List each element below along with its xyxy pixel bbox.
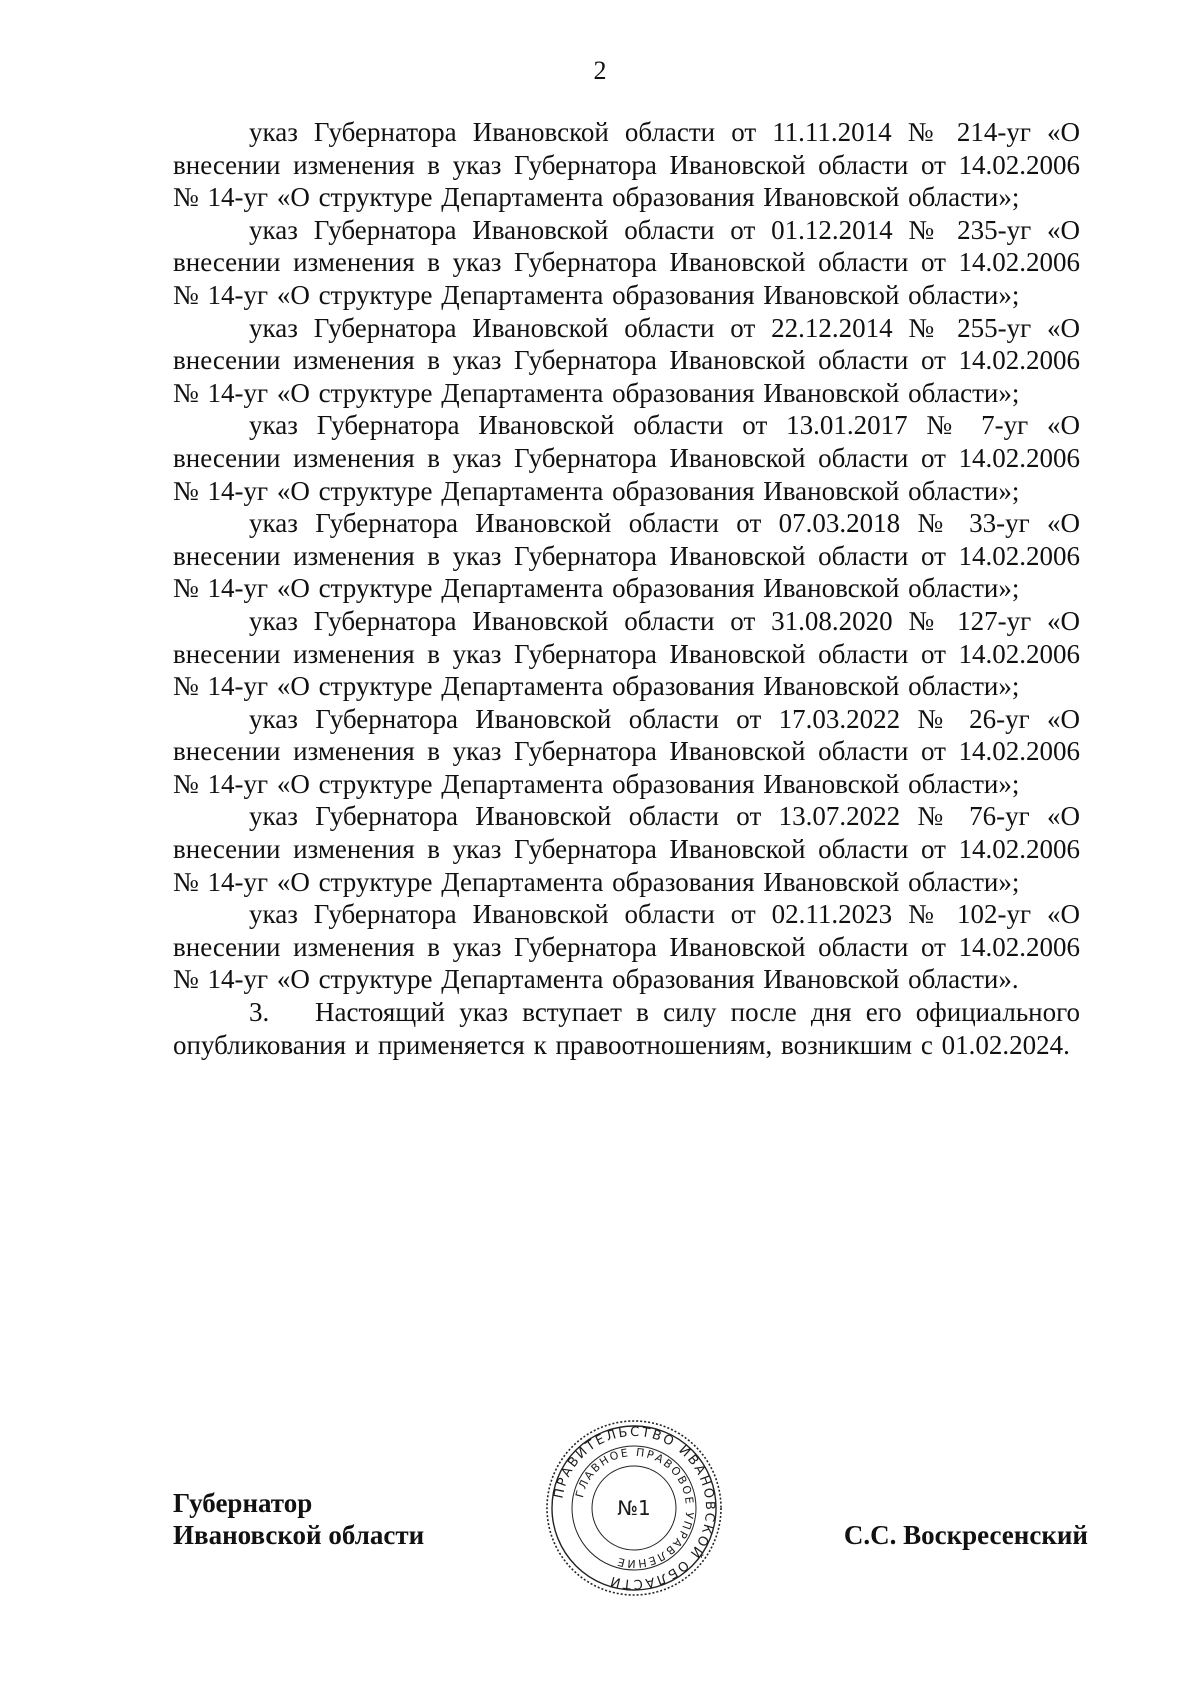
document-body bbox=[173, 116, 1080, 1061]
signatory-title-line1: Губернатор bbox=[173, 1488, 313, 1518]
decree-item-5: указ Губернатора Ивановской области от 07.03.2018 № 33-уг «О внесении изменения в указ Губернатора Ивановской области от 14.02.2006 № 14-уг «О структуре Департамента образования Ивановской области»; bbox=[173, 508, 1080, 604]
signatory-title bbox=[173, 1487, 424, 1551]
clause-3-text: Настоящий указ вступает в силу после дня его официального опубликования и применяется к правоотношениям, возникшим с 01.02.2024. bbox=[173, 997, 1080, 1060]
clause-3-number: 3. bbox=[249, 997, 270, 1028]
seal-outer-text: ПРАВИТЕЛЬСТВО ИВАНОВСКОЙ ОБЛАСТИ bbox=[551, 1424, 718, 1592]
decree-item-6: указ Губернатора Ивановской области от 31.08.2020 № 127-уг «О внесении изменения в указ Губернатора Ивановской области от 14.02.2006 № 14-уг «О структуре Департамента образования Ивановской области»; bbox=[173, 605, 1080, 702]
clause-3 bbox=[173, 996, 1080, 1061]
decree-item-3: указ Губернатора Ивановской области от 22.12.2014 № 255-уг «О внесении изменения в указ Губернатора Ивановской области от 14.02.2006 № 14-уг «О структуре Департамента образования Ивановской области»; bbox=[173, 312, 1080, 408]
decree-item-1: указ Губернатора Ивановской области от 11.11.2014 № 214-уг «О внесении изменения в указ Губернатора Ивановской области от 14.02.2006 № 14-уг «О структуре Департамента образования Ивановской области»; bbox=[173, 117, 1080, 213]
decree-item-9: указ Губернатора Ивановской области от 02.11.2023 № 102-уг «О внесении изменения в указ Губернатора Ивановской области от 14.02.2006 № 14-уг «О структуре Департамента образования Ивановской области». bbox=[173, 899, 1080, 995]
page-number: 2 bbox=[593, 56, 607, 85]
decree-item-7: указ Губернатора Ивановской области от 17.03.2022 № 26-уг «О внесении изменения в указ Губернатора Ивановской области от 14.02.2006 № 14-уг «О структуре Департамента образования Ивановской области»; bbox=[173, 703, 1080, 799]
signatory-title-line2: Ивановской области bbox=[173, 1520, 425, 1550]
decree-item-8: указ Губернатора Ивановской области от 13.07.2022 № 76-уг «О внесении изменения в указ Губернатора Ивановской области от 14.02.2006 № 14-уг «О структуре Департамента образования Ивановской области»; bbox=[173, 801, 1080, 897]
seal-center-text: №1 bbox=[617, 1496, 651, 1520]
decree-item-2: указ Губернатора Ивановской области от 01.12.2014 № 235-уг «О внесении изменения в указ Губернатора Ивановской области от 14.02.2006 № 14-уг «О структуре Департамента образования Ивановской области»; bbox=[173, 214, 1080, 310]
signatory-name: С.С. Воскресенский bbox=[843, 1520, 1088, 1550]
official-seal bbox=[544, 1418, 724, 1598]
seal-inner-text: ГЛАВНОЕ ПРАВОВОЕ УПРАВЛЕНИЕ bbox=[573, 1445, 697, 1571]
decree-item-4: указ Губернатора Ивановской области от 13.01.2017 № 7-уг «О внесении изменения в указ Губернатора Ивановской области от 14.02.2006 № 14-уг «О структуре Департамента образования Ивановской области»; bbox=[173, 410, 1080, 506]
